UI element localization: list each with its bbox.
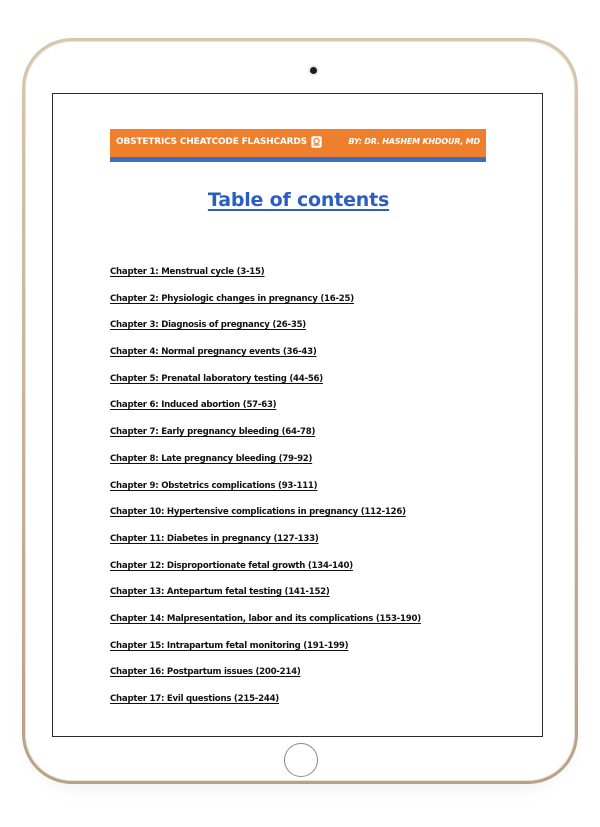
toc-chapter-link[interactable]: Chapter 9: Obstetrics complications (93-111) — [110, 480, 318, 491]
page-title: Table of contents — [207, 189, 390, 211]
toc-chapter-link[interactable]: Chapter 8: Late pregnancy bleeding (79-92) — [110, 453, 313, 464]
toc-chapter-link[interactable]: Chapter 4: Normal pregnancy events (36-43) — [110, 347, 317, 358]
toc-chapter-link[interactable]: Chapter 13: Antepartum fetal testing (141-152) — [110, 587, 330, 598]
screen — [52, 93, 543, 737]
header-title: OBSTETRICS CHEATCODE FLASHCARDS — [116, 137, 307, 147]
toc-chapter-link[interactable]: Chapter 5: Prenatal laboratory testing (44-56) — [110, 373, 323, 384]
toc-chapter-link[interactable]: Chapter 15: Intrapartum fetal monitoring (191-199) — [110, 640, 349, 651]
book-icon — [311, 136, 322, 148]
toc-chapter-link[interactable]: Chapter 3: Diagnosis of pregnancy (26-35) — [110, 320, 306, 331]
toc-chapter-link[interactable]: Chapter 16: Postpartum issues (200-214) — [110, 667, 301, 678]
toc-chapter-link[interactable]: Chapter 17: Evil questions (215-244) — [110, 694, 279, 704]
toc-chapter-link[interactable]: Chapter 6: Induced abortion (57-63) — [110, 400, 277, 411]
home-button[interactable] — [284, 743, 318, 777]
ipad-frame — [22, 38, 578, 784]
toc-chapter-link[interactable]: Chapter 14: Malpresentation, labor and its complications (153-190) — [110, 613, 421, 624]
toc-chapter-link[interactable]: Chapter 1: Menstrual cycle (3-15) — [110, 267, 265, 277]
header-accent-bar — [110, 157, 486, 162]
toc-chapter-link[interactable]: Chapter 10: Hypertensive complications in pregnancy (112-126) — [110, 507, 406, 518]
header-author: BY: DR. HASHEM KHDOUR, MD — [348, 137, 480, 146]
camera-icon — [310, 67, 317, 74]
document-header — [110, 129, 486, 157]
toc-chapter-link[interactable]: Chapter 11: Diabetes in pregnancy (127-133) — [110, 533, 319, 544]
toc-list — [110, 264, 530, 718]
header-title-group — [116, 136, 322, 148]
toc-chapter-link[interactable]: Chapter 2: Physiologic changes in pregnancy (16-25) — [110, 293, 354, 304]
toc-chapter-link[interactable]: Chapter 12: Disproportionate fetal growth (134-140) — [110, 560, 353, 571]
toc-chapter-link[interactable]: Chapter 7: Early pregnancy bleeding (64-78) — [110, 427, 316, 438]
ipad-bezel — [25, 41, 575, 781]
